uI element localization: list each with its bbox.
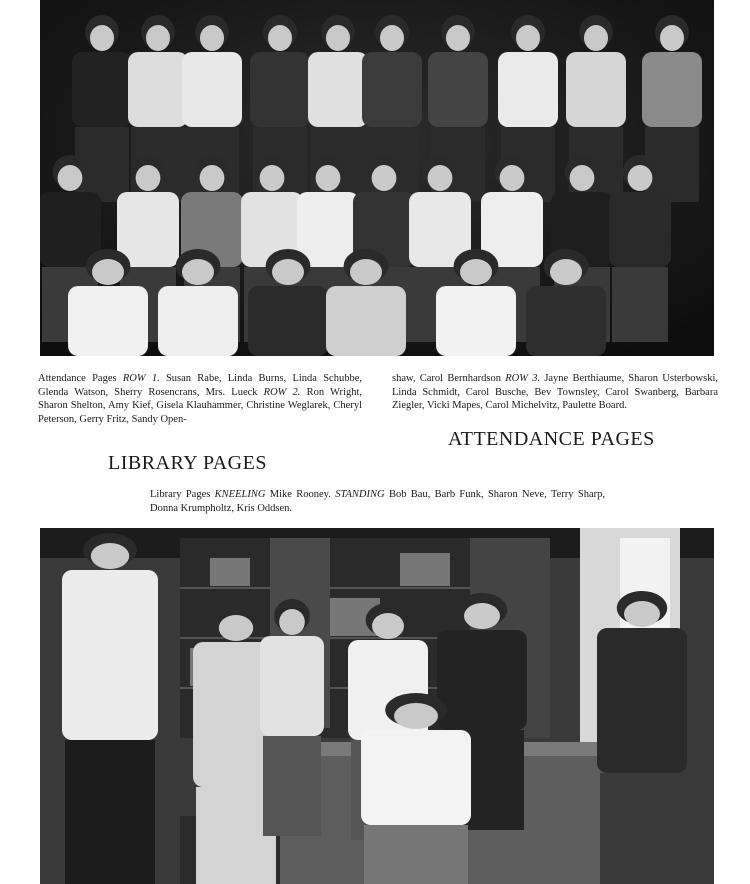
attendance-caption-col1 [38,372,362,426]
caption-text: Susan Rabe, Linda Burns, Linda Schubbe, Glenda Watson, Sherry Rosencrans, Mrs. Lueck [38,373,362,398]
caption-text: Jayne Berthiaume, Sharon Usterbowski, Linda Schmidt, Carol Busche, Bev Townsley, Carol Swanberg, Barbara Ziegler, Vicki Mapes, Carol Michelvitz, Paulette Board. [392,373,718,411]
attendance-heading: ATTENDANCE PAGES [448,428,655,450]
caption-row-label: ROW 1. [122,373,160,384]
library-heading: LIBRARY PAGES [108,452,267,474]
caption-text: Ron Wright, Sharon Shelton, Amy Kief, Gisela Klauhammer, Christine Weglarek, Cheryl Peterson, Gerry Fritz, Sandy Open- [38,386,362,425]
caption-row-label: ROW 2. [263,386,301,398]
caption-text: Mike Rooney. [265,489,336,500]
attendance-caption-col2 [392,372,718,413]
standing-boy [62,533,158,884]
caption-row-label: STANDING [335,489,385,500]
library-caption [150,488,605,515]
caption-row-label: KNEELING [214,489,266,500]
attendance-group-photo [40,0,714,356]
caption-text: shaw, Carol Bernhardson [392,373,506,384]
standing-girl [597,591,687,884]
caption-row-label: ROW 3. [505,373,541,384]
library-group-photo [40,528,714,884]
caption-text: Library Pages [150,489,215,500]
caption-text: Attendance Pages [38,373,123,384]
caption-text: Bob Bau, Barb Funk, Sharon Neve, Terry Sharp, Donna Krumpholtz, Kris Oddsen. [150,489,605,514]
